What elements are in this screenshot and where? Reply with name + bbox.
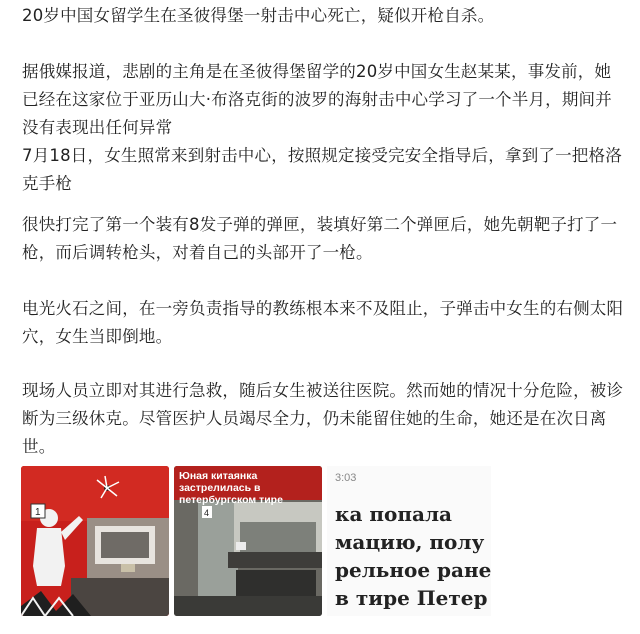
image-gallery bbox=[21, 466, 621, 618]
paragraph-report: 据俄媒报道，悲剧的主角是在圣彼得堡留学的20岁中国女生赵某某，事发前，她已经在这家位于亚历山大·布洛克街的波罗的海射击中心学习了一个半月，期间并没有表现出任何异常 7月18日，女生照常来到射击中心，按照规定接受完安全指导后，拿到了一把格洛克手枪 bbox=[22, 62, 622, 193]
paragraph-shooting: 很快打完了第一个装有8发子弹的弹匣，装填好第二个弹匣后，她先朝靶子打了一枪，而后调转枪头，对着自己的头部开了一枪。 bbox=[22, 215, 618, 262]
paragraph-impact: 电光火石之间，在一旁负责指导的教练根本来不及阻止，子弹击中女生的右侧太阳穴，女生当即倒地。 bbox=[22, 299, 624, 346]
shooting-range-photo-2[interactable] bbox=[174, 466, 322, 616]
svg-text:1: 1 bbox=[35, 507, 41, 518]
paragraph-headline: 20岁中国女留学生在圣彼得堡一射击中心死亡，疑似开枪自杀。 bbox=[22, 6, 495, 25]
russian-headline bbox=[335, 500, 491, 612]
timestamp: 3:03 bbox=[335, 472, 357, 484]
news-screenshot-crop[interactable] bbox=[327, 466, 491, 616]
russian-line: ка попала bbox=[335, 502, 453, 526]
russian-line: мацию, полу bbox=[335, 530, 485, 554]
svg-text:4: 4 bbox=[204, 508, 210, 518]
russian-line: в тире Петер bbox=[335, 586, 488, 610]
paragraph-aftermath: 现场人员立即对其进行急救，随后女生被送往医院。然而她的情况十分危险，被诊断为三级休克。尽管医护人员竭尽全力，仍未能留住她的生命，她还是在次日离世。 bbox=[22, 381, 624, 456]
shooting-range-photo-1[interactable] bbox=[21, 466, 169, 616]
range-illustration-1 bbox=[21, 466, 169, 616]
russian-line: рельное ране bbox=[335, 558, 491, 582]
news-headline-banner: Юная китаянка застрелилась в петербургском тире bbox=[174, 466, 322, 500]
